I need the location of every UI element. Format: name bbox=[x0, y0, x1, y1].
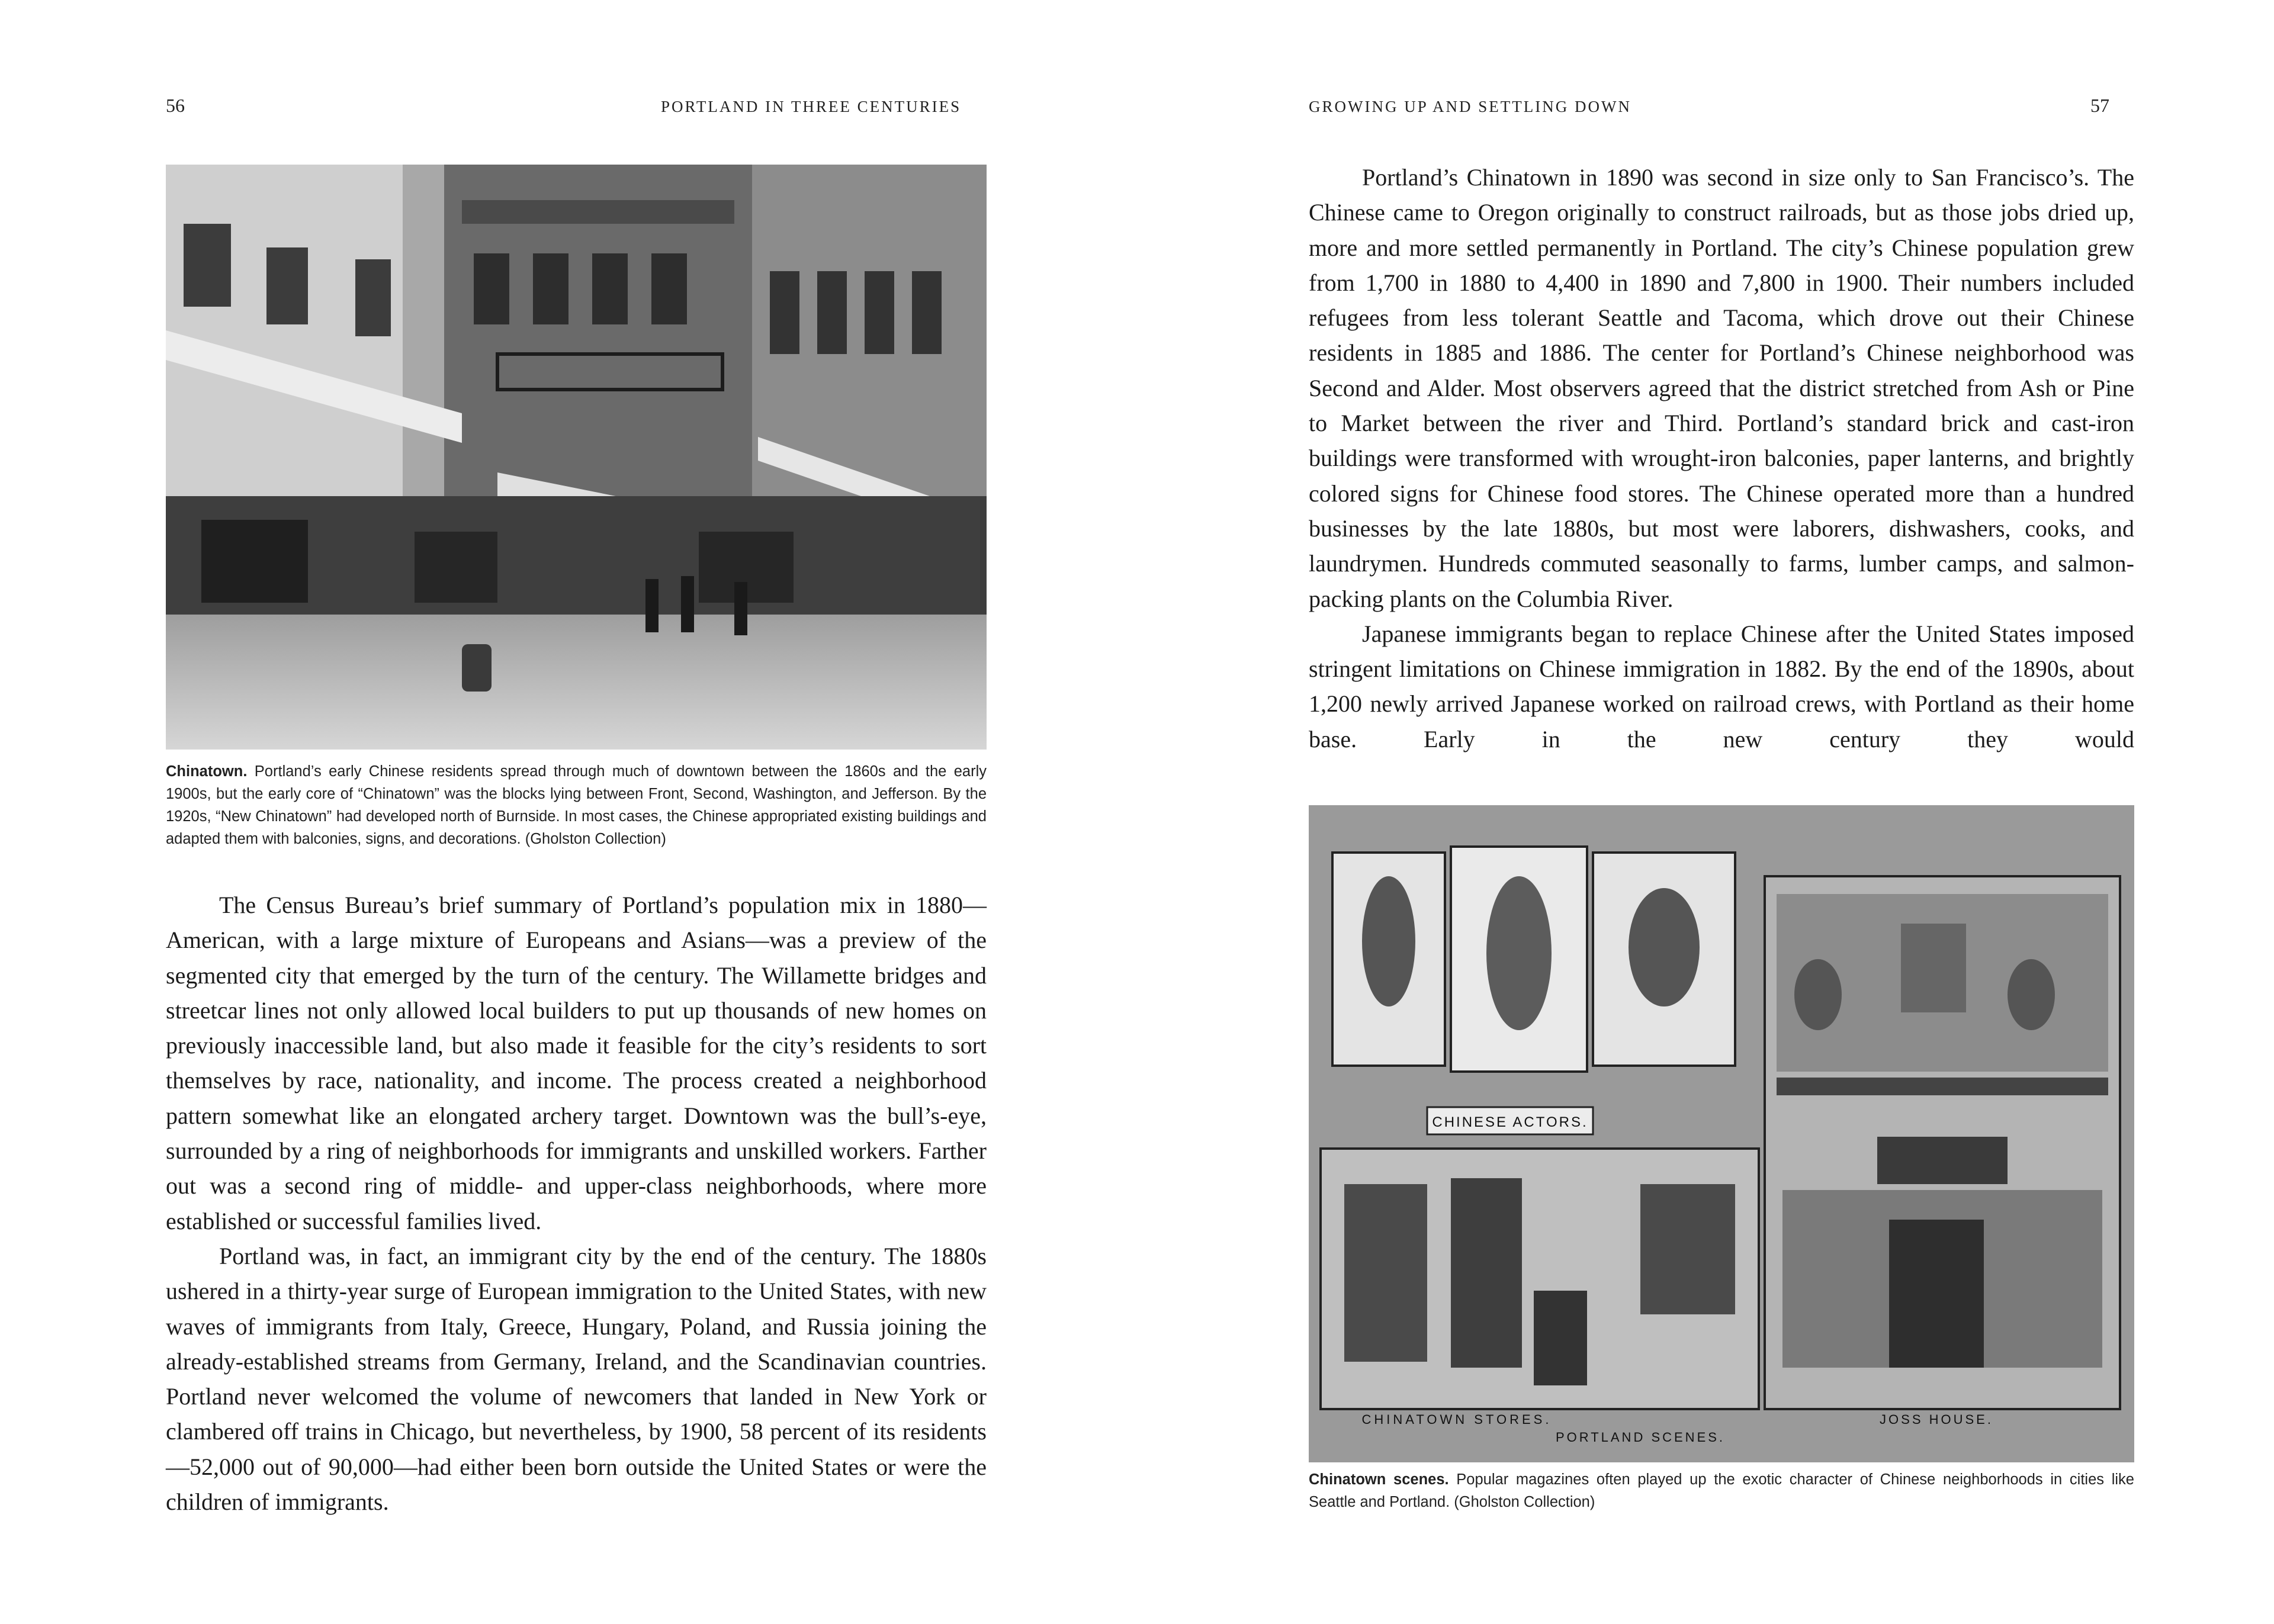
label-chinatown-stores: CHINATOWN STORES. bbox=[1361, 1412, 1552, 1427]
page-number-right: 57 bbox=[2090, 95, 2109, 116]
paragraph: Portland’s Chinatown in 1890 was second in size only to San Francisco’s. The Chinese came to Oregon originally to construct railroads, but as those jobs dried up, more and more settled permanently in Portland. The city’s Chinese population grew from 1,700 in 1880 to 4,400 in 1890 and 7,800 in 1900. Their numbers included refugees from less tolerant Seattle and Tacoma, which drove out their Chinese residents in 1885 and 1886. The center for Portland’s Chinese neighborhood was Second and Alder. Most observers agreed that the district stretched from Ash or Pine to Market between the river and Third. Portland’s standard brick and cast-iron buildings were transformed with wrought-iron balconies, paper lanterns, and brightly colored signs for Chinese food stores. The Chinese operated more than a hundred businesses by the late 1880s, but most were laborers, dishwashers, cooks, and laundrymen. Hundreds commuted seasonally to farms, lumber camps, and salmon-packing plants on the Columbia River. bbox=[1309, 164, 2134, 612]
chinatown-photo-caption bbox=[166, 760, 987, 850]
chinatown-street-photo bbox=[166, 165, 987, 750]
running-head-right: GROWING UP AND SETTLING DOWN bbox=[1309, 98, 1631, 115]
running-head-left: PORTLAND IN THREE CENTURIES bbox=[661, 98, 962, 115]
right-body-text bbox=[1309, 160, 2134, 757]
page-number-left: 56 bbox=[166, 95, 185, 116]
caption-lead: Chinatown. bbox=[166, 763, 248, 780]
chinatown-scenes-illustration bbox=[1309, 805, 2134, 1462]
paragraph: Portland was, in fact, an immigrant city by the end of the century. The 1880s ushered in a thirty-year surge of European immigration to the United States, with new waves of immigrants from Italy, Greece, Hungary, Poland, and Russia joining the already-established streams from Germany, Ireland, and the Scandinavian countries. Portland never welcomed the volume of newcomers that landed in New York or clambered off trains in Chicago, but nevertheless, by 1900, 58 percent of its residents—52,000 out of 90,000—had either been born outside the United States or were the children of immigrants. bbox=[166, 1242, 987, 1516]
caption-text: Popular magazines often played up the exotic character of Chinese neighborhoods in cities like Seattle and Portland. (Gholston Collection) bbox=[1309, 1471, 2134, 1510]
label-chinese-actors: CHINESE ACTORS. bbox=[1432, 1114, 1588, 1130]
chinatown-street-illustration bbox=[166, 165, 987, 750]
paragraph: Japanese immigrants began to replace Chinese after the United States imposed stringent limitations on Chinese immigration in 1882. By the end of the 1890s, about 1,200 newly arrived Japanese worked on railroad crews, with Portland as their home base. Early in the new century they would bbox=[1309, 620, 2134, 752]
left-body-text bbox=[166, 887, 987, 1519]
paragraph: The Census Bureau’s brief summary of Portland’s population mix in 1880—American, with a large mixture of Europeans and Asians—was a preview of the segmented city that emerged by the turn of the century. The Willamette bridges and streetcar lines not only allowed local builders to put up thousands of new homes on previously inaccessible land, but also made it feasible for the city’s residents to sort themselves by race, nationality, and income. The process created a neighborhood pattern somewhat like an elongated archery target. Downtown was the bull’s-eye, surrounded by a ring of neighborhoods for immigrants and unskilled workers. Farther out was a second ring of middle- and upper-class neighborhoods, where more established or successful families lived. bbox=[166, 892, 987, 1234]
chinatown-scenes-caption bbox=[1309, 1468, 2134, 1513]
chinatown-scenes-engraving bbox=[1309, 805, 2134, 1462]
label-portland-scenes: PORTLAND SCENES. bbox=[1555, 1430, 1726, 1445]
right-page bbox=[1137, 0, 2274, 1624]
caption-text: Portland’s early Chinese residents spread through much of downtown between the 1860s and the early 1900s, but the early core of “Chinatown” was the blocks lying between Front, Second, Washington, and Jefferson. By the 1920s, “New Chinatown” had developed north of Burnside. In most cases, the Chinese appropriated existing buildings and adapted them with balconies, signs, and decorations. (Gholston Collection) bbox=[166, 763, 987, 847]
caption-lead: Chinatown scenes. bbox=[1309, 1471, 1449, 1488]
label-joss-house: JOSS HOUSE. bbox=[1880, 1412, 1993, 1427]
